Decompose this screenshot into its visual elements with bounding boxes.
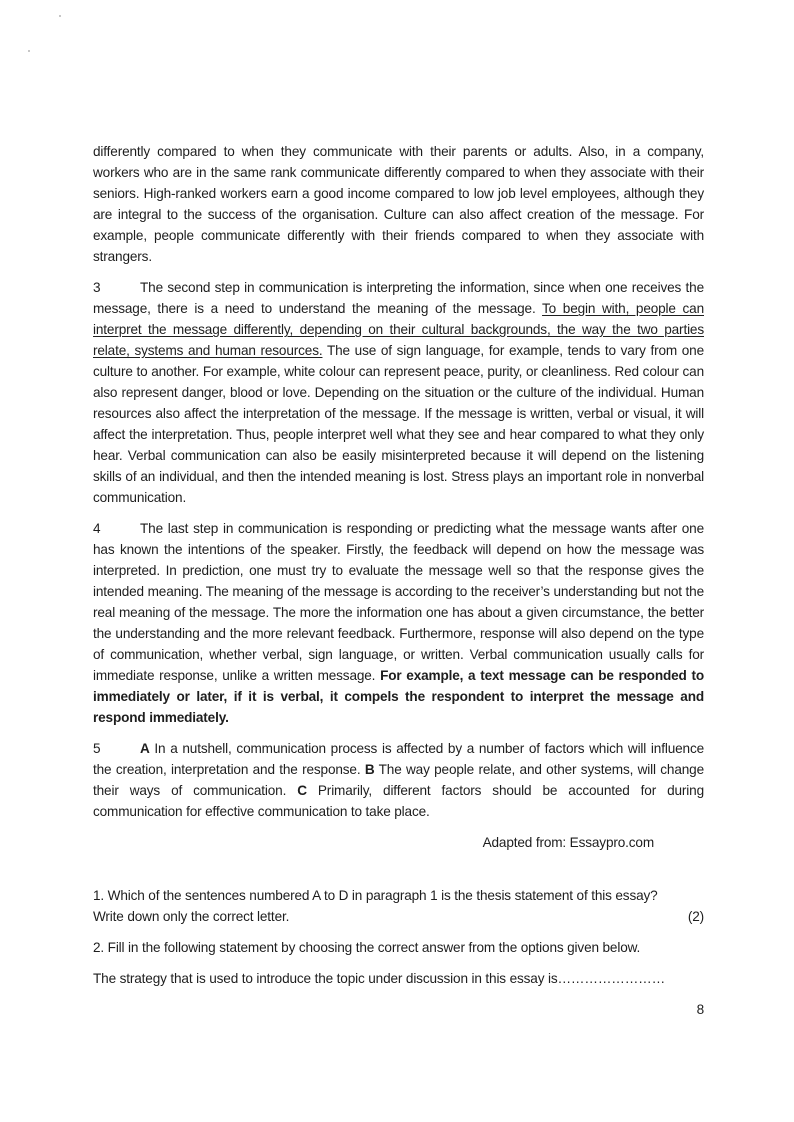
question-1	[93, 885, 704, 927]
sentence-c: Primarily, different factors should be accounted for during communication for effective communication to take place.	[93, 783, 704, 819]
paragraph-4	[93, 518, 704, 728]
underlined-sentence: To begin with, people can interpret the message differently, depending on their cultural backgrounds, the way the two parties relate, systems and human resources.	[93, 301, 704, 358]
scan-artifact	[28, 50, 30, 52]
paragraph-5	[93, 738, 704, 822]
paragraph-2-continuation: differently compared to when they communicate with their parents or adults. Also, in a company, workers who are in the same rank communicate differently compared to when they associate with their seniors. High-ranked workers earn a good income compared to low job level employees, although they are integral to the success of the organisation. Culture can also affect creation of the message. For example, people communicate differently with their friends compared to when they associate with strangers.	[93, 144, 704, 264]
paragraph-3	[93, 277, 704, 508]
page-number: 8	[696, 1002, 704, 1017]
paragraph-number: 4	[93, 521, 101, 536]
questions-section	[93, 885, 704, 989]
paragraph-text: The last step in communication is responding or predicting what the message wants after one has known the intentions of the speaker. Firstly, the feedback will depend on how the message was interpreted. In prediction, one must try to evaluate the message well so that the response gives the intended meaning. The meaning of the message is according to the receiver’s understanding but not the real meaning of the message. The more the information one has about a given circumstance, the better the understanding and the more relevant feedback. Furthermore, response will also depend on the type of communication, whether verbal, sign language, or written. Verbal communication usually calls for immediate response, unlike a written message.	[93, 521, 704, 683]
scan-artifact	[59, 15, 61, 17]
question-1-marks: (2)	[687, 909, 704, 924]
question-1-instruction: Write down only the correct letter.	[93, 909, 290, 924]
fill-in-statement: The strategy that is used to introduce the topic under discussion in this essay is……………………	[93, 971, 666, 986]
sentence-label-b: B	[364, 762, 375, 777]
sentence-label-a: A	[140, 741, 150, 756]
paragraph-text: The second step in communication is interpreting the information, since when one receives the message, there is a need to understand the meaning of the message.	[93, 280, 704, 316]
sentence-b: The way people relate, and other systems, will change their ways of communication.	[93, 762, 704, 798]
question-2-text: 2. Fill in the following statement by choosing the correct answer from the options given below.	[93, 940, 641, 955]
paragraph-text: The use of sign language, for example, tends to vary from one culture to another. For example, white colour can represent peace, purity, or cleanliness. Red colour can also represent danger, blood or love. Depending on the situation or the culture of the individual. Human resources also affect the interpretation of the message. If the message is written, verbal or visual, it will affect the interpretation. Thus, people interpret well what they see and hear compared to what they only hear. Verbal communication can also be easily misinterpreted because it will depend on the listening skills of an individual, and then the intended meaning is lost. Stress plays an important role in nonverbal communication.	[93, 343, 704, 505]
bold-sentence: For example, a text message can be responded to immediately or later, if it is verbal, it compels the respondent to interpret the message and respond immediately.	[93, 668, 705, 725]
question-2	[93, 937, 704, 958]
sentence-label-c: C	[297, 783, 307, 798]
paragraph-number: 3	[93, 280, 101, 295]
source-citation: Adapted from: Essaypro.com	[482, 835, 654, 850]
paragraph-number: 5	[93, 741, 101, 756]
document-page	[93, 141, 704, 1020]
question-1-text: 1. Which of the sentences numbered A to D in paragraph 1 is the thesis statement of this essay?	[93, 888, 658, 903]
sentence-a: In a nutshell, communication process is affected by a number of factors which will influence the creation, interpretation and the response.	[93, 741, 704, 777]
